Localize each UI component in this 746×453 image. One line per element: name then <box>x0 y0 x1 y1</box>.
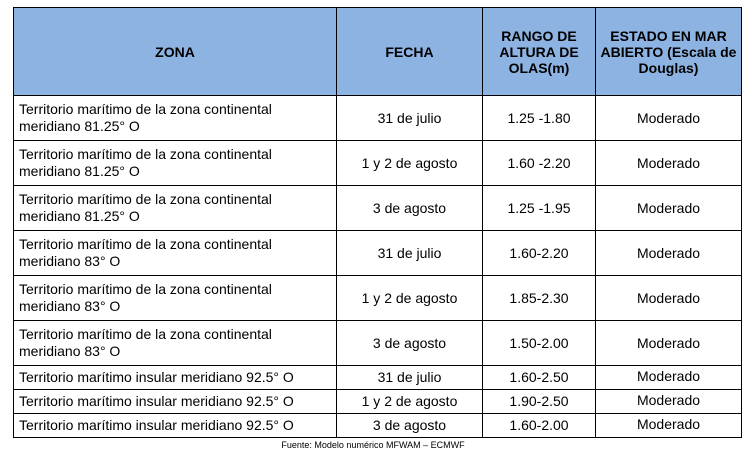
cell-zona: Territorio marítimo de la zona continental meridiano 81.25° O <box>14 96 337 141</box>
table-row <box>14 186 742 231</box>
header-fecha: FECHA <box>337 8 483 96</box>
cell-estado: Moderado <box>596 321 742 366</box>
cell-estado: Moderado <box>596 366 742 390</box>
cell-rango: 1.60 -2.20 <box>483 141 596 186</box>
cell-fecha: 31 de julio <box>337 231 483 276</box>
cell-rango: 1.25 -1.80 <box>483 96 596 141</box>
cell-zona: Territorio marítimo de la zona continental meridiano 83° O <box>14 276 337 321</box>
cell-estado: Moderado <box>596 276 742 321</box>
cell-fecha: 3 de agosto <box>337 321 483 366</box>
cell-fecha: 1 y 2 de agosto <box>337 276 483 321</box>
cell-fecha: 3 de agosto <box>337 186 483 231</box>
cell-zona: Territorio marítimo insular meridiano 92.5° O <box>14 390 337 414</box>
source-note: Fuente: Modelo numérico MFWAM – ECMWF <box>281 440 465 450</box>
cell-fecha: 1 y 2 de agosto <box>337 141 483 186</box>
cell-rango: 1.50-2.00 <box>483 321 596 366</box>
header-rango: RANGO DE ALTURA DE OLAS(m) <box>483 8 596 96</box>
cell-estado: Moderado <box>596 96 742 141</box>
table-row <box>14 231 742 276</box>
cell-estado: Moderado <box>596 231 742 276</box>
cell-zona: Territorio marítimo de la zona continental meridiano 81.25° O <box>14 141 337 186</box>
cell-rango: 1.60-2.20 <box>483 231 596 276</box>
cell-rango: 1.25 -1.95 <box>483 186 596 231</box>
table-row <box>14 96 742 141</box>
cell-estado: Moderado <box>596 414 742 438</box>
table-row <box>14 390 742 414</box>
cell-fecha: 31 de julio <box>337 366 483 390</box>
cell-rango: 1.85-2.30 <box>483 276 596 321</box>
wave-forecast-table <box>13 7 742 438</box>
cell-zona: Territorio marítimo insular meridiano 92.5° O <box>14 414 337 438</box>
cell-rango: 1.90-2.50 <box>483 390 596 414</box>
cell-estado: Moderado <box>596 186 742 231</box>
header-estado: ESTADO EN MAR ABIERTO (Escala de Douglas) <box>596 8 742 96</box>
cell-zona: Territorio marítimo de la zona continental meridiano 81.25° O <box>14 186 337 231</box>
cell-fecha: 3 de agosto <box>337 414 483 438</box>
cell-estado: Moderado <box>596 141 742 186</box>
cell-rango: 1.60-2.00 <box>483 414 596 438</box>
table-header-row <box>14 8 742 96</box>
cell-fecha: 31 de julio <box>337 96 483 141</box>
cell-fecha: 1 y 2 de agosto <box>337 390 483 414</box>
cell-estado: Moderado <box>596 390 742 414</box>
table-row <box>14 366 742 390</box>
header-zona: ZONA <box>14 8 337 96</box>
table-row <box>14 276 742 321</box>
table-row <box>14 414 742 438</box>
cell-rango: 1.60-2.50 <box>483 366 596 390</box>
table-row <box>14 141 742 186</box>
cell-zona: Territorio marítimo de la zona continental meridiano 83° O <box>14 321 337 366</box>
cell-zona: Territorio marítimo insular meridiano 92.5° O <box>14 366 337 390</box>
cell-zona: Territorio marítimo de la zona continental meridiano 83° O <box>14 231 337 276</box>
table-row <box>14 321 742 366</box>
